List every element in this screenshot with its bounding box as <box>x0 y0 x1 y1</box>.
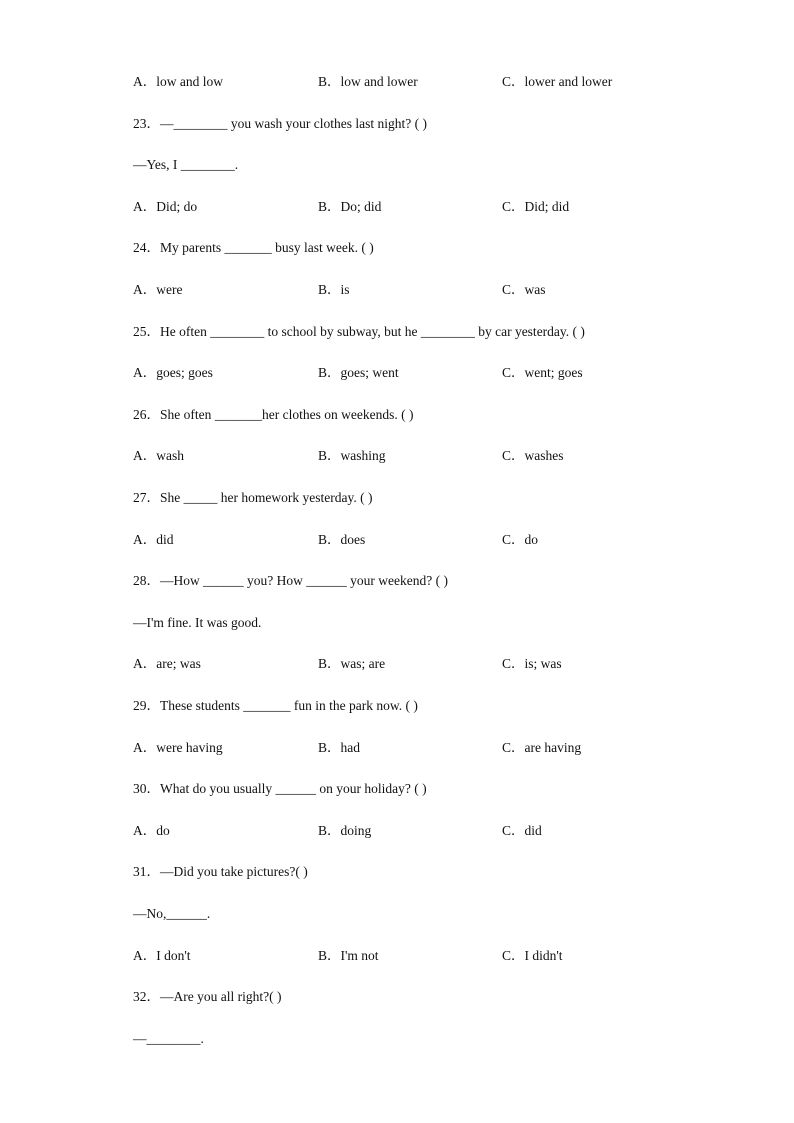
option-a: A．do <box>133 823 170 838</box>
option-c: C．was <box>502 282 546 297</box>
option-a: A．Did; do <box>133 199 198 214</box>
question-stem: 23．—________ you wash your clothes last night? ( ) <box>133 116 427 131</box>
option-a: A．goes; goes <box>133 365 213 380</box>
dialogue-line: —No,______. <box>133 906 211 921</box>
question-stem: 32．—Are you all right?( ) <box>133 989 282 1004</box>
dialogue-line: —I'm fine. It was good. <box>133 615 262 630</box>
option-c: C．do <box>502 532 539 547</box>
option-b: B．is <box>318 282 350 297</box>
option-c: C．did <box>502 823 542 838</box>
dialogue-line: —________. <box>133 1031 204 1046</box>
question-stem: 30．What do you usually ______ on your holiday? ( ) <box>133 781 427 796</box>
option-c: C．washes <box>502 448 564 463</box>
option-a: A．I don't <box>133 948 191 963</box>
option-a: A．wash <box>133 448 184 463</box>
option-c: C．went; goes <box>502 365 583 380</box>
option-b: B．washing <box>318 448 386 463</box>
question-stem: 25．He often ________ to school by subway, but he ________ by car yesterday. ( ) <box>133 324 585 339</box>
option-b: B．doing <box>318 823 372 838</box>
option-a: A．were <box>133 282 183 297</box>
option-c: C．Did; did <box>502 199 570 214</box>
question-stem: 24．My parents _______ busy last week. ( ) <box>133 240 374 255</box>
option-b: B．does <box>318 532 366 547</box>
question-stem: 28．—How ______ you? How ______ your weekend? ( ) <box>133 573 448 588</box>
option-b: B．had <box>318 740 360 755</box>
option-c: C．are having <box>502 740 582 755</box>
question-stem: 26．She often _______her clothes on weekends. ( ) <box>133 407 414 422</box>
option-b: B．Do; did <box>318 199 382 214</box>
dialogue-line: —Yes, I ________. <box>133 157 239 172</box>
option-a: A．low and low <box>133 74 223 89</box>
question-stem: 31．—Did you take pictures?( ) <box>133 864 308 879</box>
option-b: B．I'm not <box>318 948 379 963</box>
option-a: A．were having <box>133 740 223 755</box>
option-b: B．was; are <box>318 656 386 671</box>
option-c: C．lower and lower <box>502 74 613 89</box>
option-b: B．low and lower <box>318 74 418 89</box>
option-a: A．did <box>133 532 174 547</box>
option-c: C．I didn't <box>502 948 563 963</box>
option-b: B．goes; went <box>318 365 399 380</box>
question-stem: 27．She _____ her homework yesterday. ( ) <box>133 490 373 505</box>
question-stem: 29．These students _______ fun in the park now. ( ) <box>133 698 418 713</box>
option-a: A．are; was <box>133 656 201 671</box>
option-c: C．is; was <box>502 656 562 671</box>
